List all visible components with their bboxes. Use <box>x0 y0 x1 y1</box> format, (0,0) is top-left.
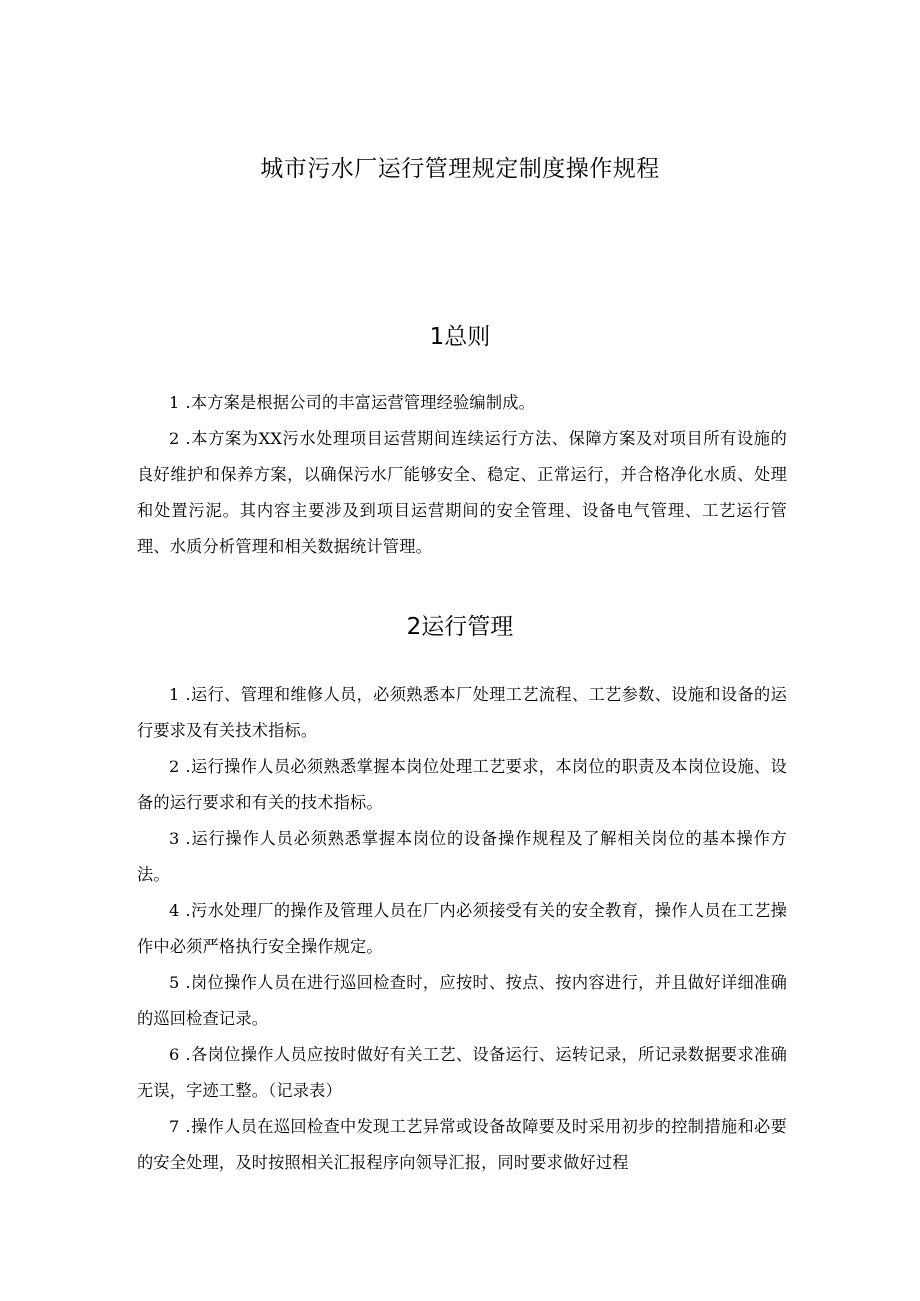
paragraph-number: 7 <box>169 1117 180 1136</box>
paragraph-text: .岗位操作人员在进行巡回检查时，应按时、按点、按内容进行，并且做好详细准确的巡回检查记录。 <box>137 973 787 1028</box>
paragraph-text: .操作人员在巡回检查中发现工艺异常或设备故障要及时采用初步的控制措施和必要的安全处理，及时按照相关汇报程序向领导汇报，同时要求做好过程 <box>137 1117 787 1172</box>
paragraph-text: .本方案为XX污水处理项目运营期间连续运行方法、保障方案及对项目所有设施的良好维护和保养方案，以确保污水厂能够安全、稳定、正常运行，并合格净化水质、处理和处置污泥。其内容主要涉及到项目运营期间的安全管理、设备电气管理、工艺运行管理、水质分析管理和相关数据统计管理。 <box>137 429 787 556</box>
document-title: 城市污水厂运行管理规定制度操作规程 <box>260 156 660 182</box>
section-body-general <box>137 385 787 565</box>
section-heading-general: 1总则 <box>429 324 491 350</box>
paragraph-number: 3 <box>169 829 180 848</box>
paragraph-text: .运行操作人员必须熟悉掌握本岗位的设备操作规程及了解相关岗位的基本操作方法。 <box>137 829 787 884</box>
paragraph-number: 6 <box>169 1045 180 1064</box>
paragraph <box>137 749 787 821</box>
section-heading-operation: 2运行管理 <box>406 614 514 640</box>
paragraph-number: 5 <box>169 973 180 992</box>
paragraph-number: 1 <box>169 393 180 412</box>
paragraph-text: .各岗位操作人员应按时做好有关工艺、设备运行、运转记录，所记录数据要求准确无误，字迹工整。（记录表） <box>137 1045 787 1100</box>
paragraph <box>137 1037 787 1109</box>
paragraph <box>137 1109 787 1181</box>
section-body-operation <box>137 677 787 1181</box>
paragraph <box>137 677 787 749</box>
paragraph-number: 2 <box>169 429 180 448</box>
paragraph <box>137 965 787 1037</box>
paragraph-text: .运行操作人员必须熟悉掌握本岗位处理工艺要求，本岗位的职责及本岗位设施、设备的运行要求和有关的技术指标。 <box>137 757 787 812</box>
paragraph-text: .运行、管理和维修人员，必须熟悉本厂处理工艺流程、工艺参数、设施和设备的运行要求及有关技术指标。 <box>137 685 787 740</box>
paragraph-text: .污水处理厂的操作及管理人员在厂内必须接受有关的安全教育，操作人员在工艺操作中必须严格执行安全操作规定。 <box>137 901 787 956</box>
paragraph-number: 4 <box>169 901 180 920</box>
paragraph <box>137 421 787 565</box>
paragraph <box>137 893 787 965</box>
paragraph-number: 2 <box>169 757 180 776</box>
paragraph <box>137 821 787 893</box>
paragraph <box>137 385 787 421</box>
paragraph-number: 1 <box>169 685 180 704</box>
paragraph-text: .本方案是根据公司的丰富运营管理经验编制成。 <box>185 393 535 412</box>
